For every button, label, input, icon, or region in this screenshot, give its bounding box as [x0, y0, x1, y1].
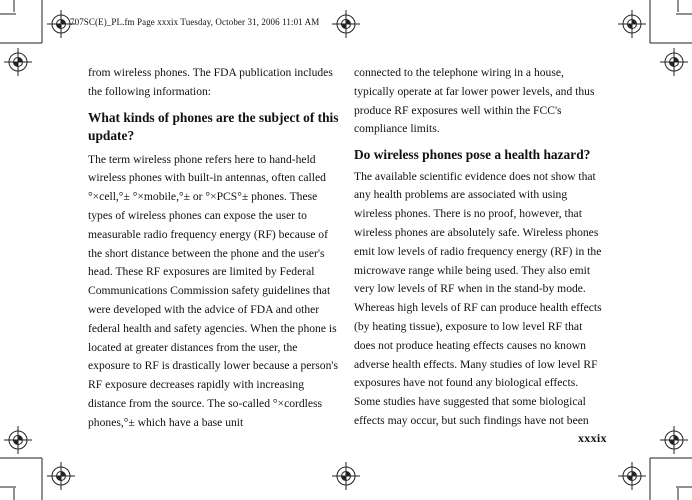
- registration-mark-icon: [618, 10, 646, 38]
- registration-mark-icon: [660, 426, 688, 454]
- intro-paragraph: connected to the telephone wiring in a house, typically operate at far lower power levels, and thus produce RF exposures well within the FCC's compliance limits.: [354, 66, 595, 136]
- body-paragraph: The available scientific evidence does not show that any health problems are associated with using wireless phones. There is no proof, however, that wireless phones are absolutely safe. Wireless phones emit low levels of radio frequency energy (RF) in the microwave range while being used. They also emit very low levels of RF when in the stand-by mode. Whereas high levels of RF can produce health effects (by heating tissue), exposure to low level RF that does not produce heating effects causes no known adverse health effects. Many studies of low level RF exposures have not found any biological effects. Some studies have suggested that some biological effects may occur, but such findings have not been: [354, 169, 602, 428]
- registration-mark-icon: [618, 462, 646, 490]
- body-paragraph: The term wireless phone refers here to hand-held wireless phones with built-in antennas, often called °×cell,°± °×mobile,°± or °×PCS°± phones. These types of wireless phones can expose the user to measurable radio frequency energy (RF) because of the short distance between the phone and the user's head. These RF exposures are limited by Federal Communications Commission safety guidelines that were developed with the advice of FDA and other federal health and safety agencies. When the phone is located at greater distances from the user, the exposure to RF is drastically lower because a person's RF exposure decreases rapidly with increasing distance from the source. The so-called °×cordless phones,°± which have a base unit: [88, 152, 339, 429]
- print-header: 707SC(E)_PL.fm Page xxxix Tuesday, October 31, 2006 11:01 AM: [70, 17, 320, 27]
- right-column: [354, 64, 606, 431]
- registration-mark-icon: [47, 462, 75, 490]
- section-heading: Do wireless phones pose a health hazard?: [354, 147, 591, 163]
- registration-mark-icon: [332, 10, 360, 38]
- registration-mark-icon: [332, 462, 360, 490]
- left-column: [88, 64, 340, 433]
- section-heading: What kinds of phones are the subject of this update?: [88, 109, 339, 144]
- registration-mark-icon: [660, 48, 688, 76]
- intro-paragraph: from wireless phones. The FDA publication includes the following information:: [88, 66, 333, 98]
- registration-mark-icon: [4, 426, 32, 454]
- page-number: xxxix: [578, 431, 607, 445]
- registration-mark-icon: [4, 48, 32, 76]
